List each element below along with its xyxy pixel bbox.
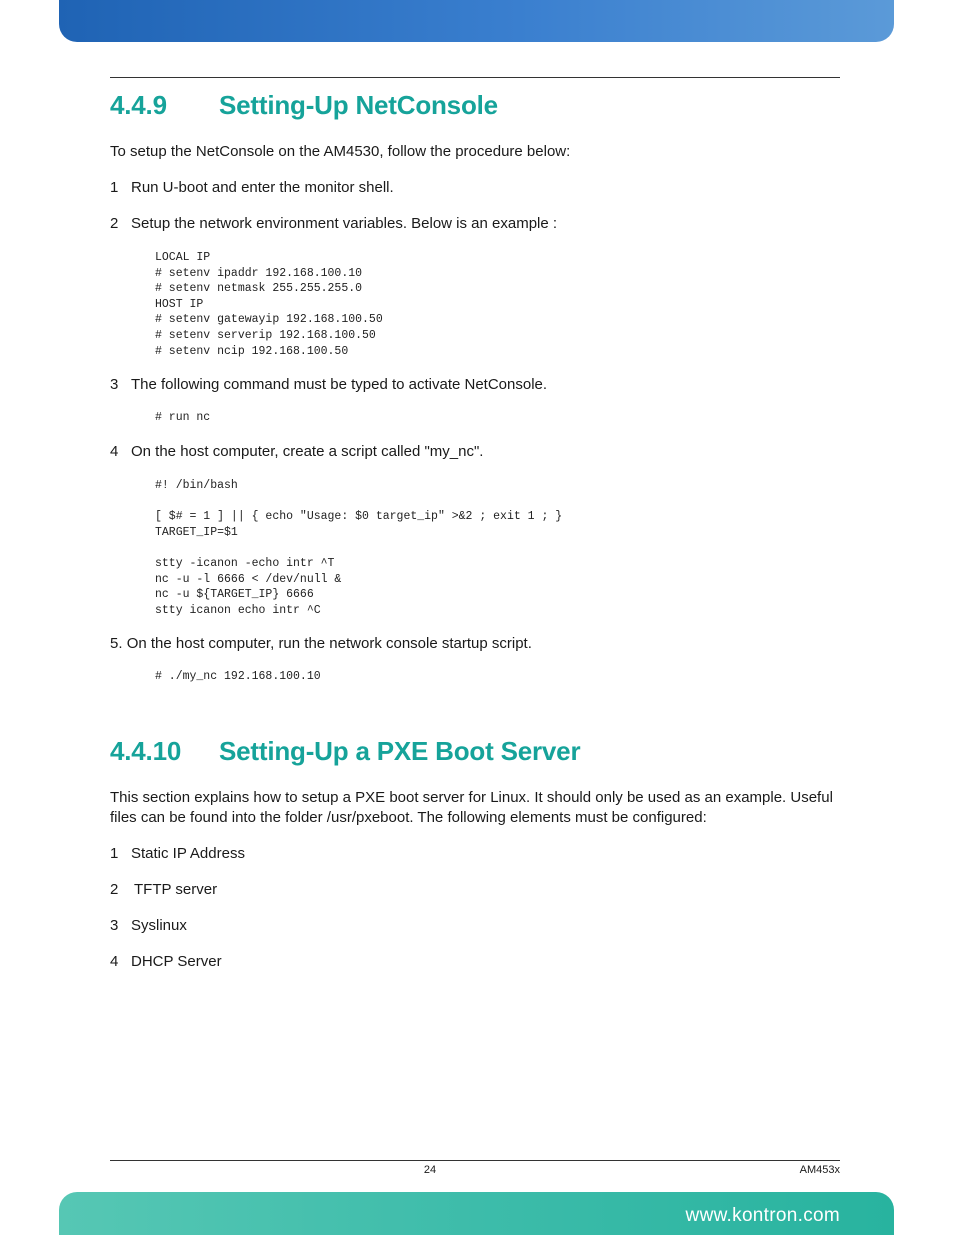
website-link[interactable]: www.kontron.com (685, 1205, 840, 1226)
section-title: Setting-Up NetConsole (219, 90, 498, 120)
step-number: 5. (110, 635, 123, 652)
list-item (110, 844, 245, 864)
code-block-run (155, 410, 210, 426)
code-line: # setenv ipaddr 192.168.100.10 (155, 266, 363, 280)
code-line (155, 540, 562, 556)
list-text: Static IP Address (131, 845, 245, 862)
code-line: LOCAL IP (155, 251, 211, 264)
code-line: nc -u ${TARGET_IP} 6666 (155, 588, 314, 602)
list-item (110, 880, 217, 900)
section-number: 4.4.9 (110, 90, 167, 120)
list-text: TFTP server (134, 881, 218, 898)
list-item (110, 916, 187, 936)
section-heading-netconsole (110, 90, 498, 121)
step-number: 4 (110, 443, 119, 460)
code-line: nc -u -l 6666 < /dev/null & (155, 572, 342, 586)
step-text: Run U-boot and enter the monitor shell. (131, 179, 394, 196)
code-line (155, 494, 562, 510)
code-block-script (155, 478, 562, 618)
pxe-intro-line: This section explains how to setup a PXE boot server for Linux. It should only be used as an example. Useful (110, 789, 833, 806)
code-line: [ $# = 1 ] || { echo "Usage: $0 target_ip" >&2 ; exit 1 ; } (155, 510, 563, 524)
step-text: Setup the network environment variables. Below is an example : (131, 215, 558, 232)
list-text: DHCP Server (131, 953, 222, 970)
pxe-intro (110, 788, 840, 828)
code-line: # setenv gatewayip 192.168.100.50 (155, 313, 383, 327)
step-item (110, 375, 547, 395)
step-number: 1 (110, 179, 119, 196)
code-line: TARGET_IP=$1 (155, 525, 238, 539)
code-block-startup (155, 669, 321, 685)
list-number: 3 (110, 917, 119, 934)
code-line: stty -icanon -echo intr ^T (155, 556, 335, 570)
page-number: 24 (423, 1164, 437, 1176)
list-item (110, 952, 222, 972)
step-text: On the host computer, run the network console startup script. (126, 635, 532, 652)
code-block-env (155, 250, 383, 359)
code-line: # ./my_nc 192.168.100.10 (155, 670, 321, 683)
step-number: 2 (110, 215, 119, 232)
footer-banner (59, 1192, 894, 1235)
pxe-intro-line: files can be found into the folder /usr/pxeboot. The following elements must be configured: (110, 809, 707, 826)
code-line: stty icanon echo intr ^C (155, 603, 321, 617)
step-item (110, 214, 557, 234)
list-number: 1 (110, 845, 119, 862)
code-line: # run nc (155, 411, 211, 424)
code-line: # setenv ncip 192.168.100.50 (155, 344, 349, 358)
step-text: The following command must be typed to activate NetConsole. (131, 376, 548, 393)
list-number: 4 (110, 953, 119, 970)
section-title: Setting-Up a PXE Boot Server (219, 736, 581, 766)
list-number: 2 (110, 881, 119, 898)
header-rule (110, 77, 840, 78)
section-number: 4.4.10 (110, 736, 182, 766)
code-line: # setenv netmask 255.255.255.0 (155, 282, 363, 296)
code-line: # setenv serverip 192.168.100.50 (155, 328, 376, 342)
footer-rule (110, 1160, 840, 1161)
document-name: AM453x (799, 1164, 840, 1176)
section-heading-pxe (110, 736, 580, 767)
code-line: #! /bin/bash (155, 479, 238, 492)
header-banner (59, 0, 894, 42)
step-number: 3 (110, 376, 119, 393)
step-item (110, 178, 394, 198)
list-text: Syslinux (131, 917, 187, 934)
step-item (110, 442, 483, 462)
step-text: On the host computer, create a script called "my_nc". (131, 443, 484, 460)
netconsole-intro: To setup the NetConsole on the AM4530, follow the procedure below: (110, 143, 571, 160)
step-item (110, 634, 532, 654)
code-line: HOST IP (155, 297, 204, 311)
